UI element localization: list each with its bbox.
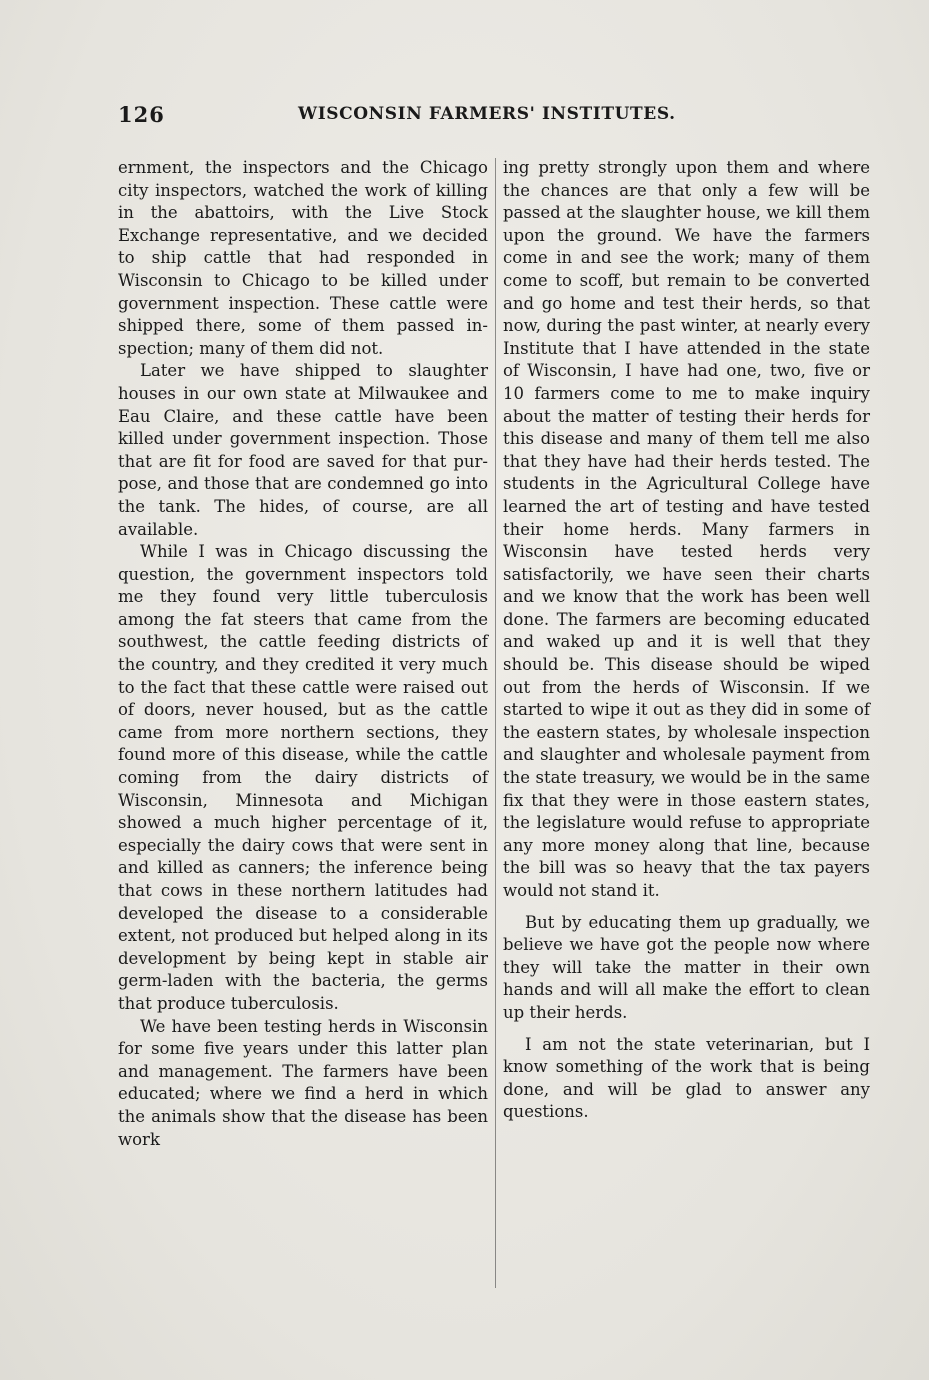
column-divider (495, 158, 496, 1288)
paragraph: While I was in Chicago discussing the question, the government inspectors told me they found very little tuberculosis among the fat steers that came from the southwest, the cattle feeding districts of the country, and they credited it very much to the fact that these cattle were raised out of doors, never housed, but as the cattle came from more northern sections, they found more of this disease, while the cattle coming from the dairy districts of Wisconsin, Minnesota and Michigan showed a much higher percentage of it, especially the dairy cows that were sent in and killed as canners; the inference being that cows in these northern latitudes had developed the disease to a considerable extent, not produced but helped along in its development by being kept in stable air germ-laden with the bacteria, the germs that produce tuberculosis. (118, 542, 488, 1013)
paragraph: ing pretty strongly upon them and where the chances are that only a few will be passed at the slaughter house, we kill them upon the ground. We have the farmers come in and see the work; many of them come to scoff, but remain to be converted and go home and test their herds, so that now, during the past winter, at nearly every Institute that I have attended in the state of Wisconsin, I have had one, two, five or 10 farmers come to me to make inquiry about the matter of testing their herds for this disease and many of them tell me also that they have had their herds tested. The students in the Agricultural College have learned the art of testing and have tested their home herds. Many farmers in Wisconsin have tested herds very satisfactorily, we have seen their charts and we know that the work has been well done. The farmers are becoming educated and waked up and it is well that they should be. This disease should be wiped out from the herds of Wisconsin. If we started to wipe it out as they did in some of the eastern states, by wholesale inspection and slaughter and wholesale payment from the state treasury, we would be in the same fix that they were in those eastern states, the legislature would refuse to appropriate any more money along that line, because the bill was so heavy that the tax payers would not stand it. (503, 158, 870, 900)
paragraph: We have been testing herds in Wisconsin for some five years under this latter plan and management. The farmers have been educated; where we find a herd in which the animals show that the disease has been work (118, 1016, 488, 1149)
right-column (503, 157, 870, 1124)
page-number: 126 (118, 102, 165, 127)
paragraph: But by educating them up gradually, we believe we have got the people now where they will take the matter in their own hands and will all make the effort to clean up their herds. (503, 912, 870, 1022)
running-title: WISCONSIN FARMERS' INSTITUTES. (298, 104, 676, 124)
paragraph: Later we have shipped to slaughter houses in our own state at Milwaukee and Eau Claire, and these cattle have been killed under government inspection. Those that are fit for food are saved for that purpose, and those that are condemned go into the tank. The hides, of course, are all available. (118, 361, 488, 539)
left-column (118, 157, 488, 1151)
paragraph: ernment, the inspectors and the Chicago city inspectors, watched the work of killing in the abattoirs, with the Live Stock Exchange representative, and we decided to ship cattle that had responded in Wisconsin to Chicago to be killed under government inspection. These cattle were shipped there, some of them passed inspection; many of them did not. (118, 158, 488, 358)
page-header (118, 98, 698, 132)
paragraph: I am not the state veterinarian, but I know something of the work that is being done, and will be glad to answer any questions. (503, 1034, 870, 1122)
